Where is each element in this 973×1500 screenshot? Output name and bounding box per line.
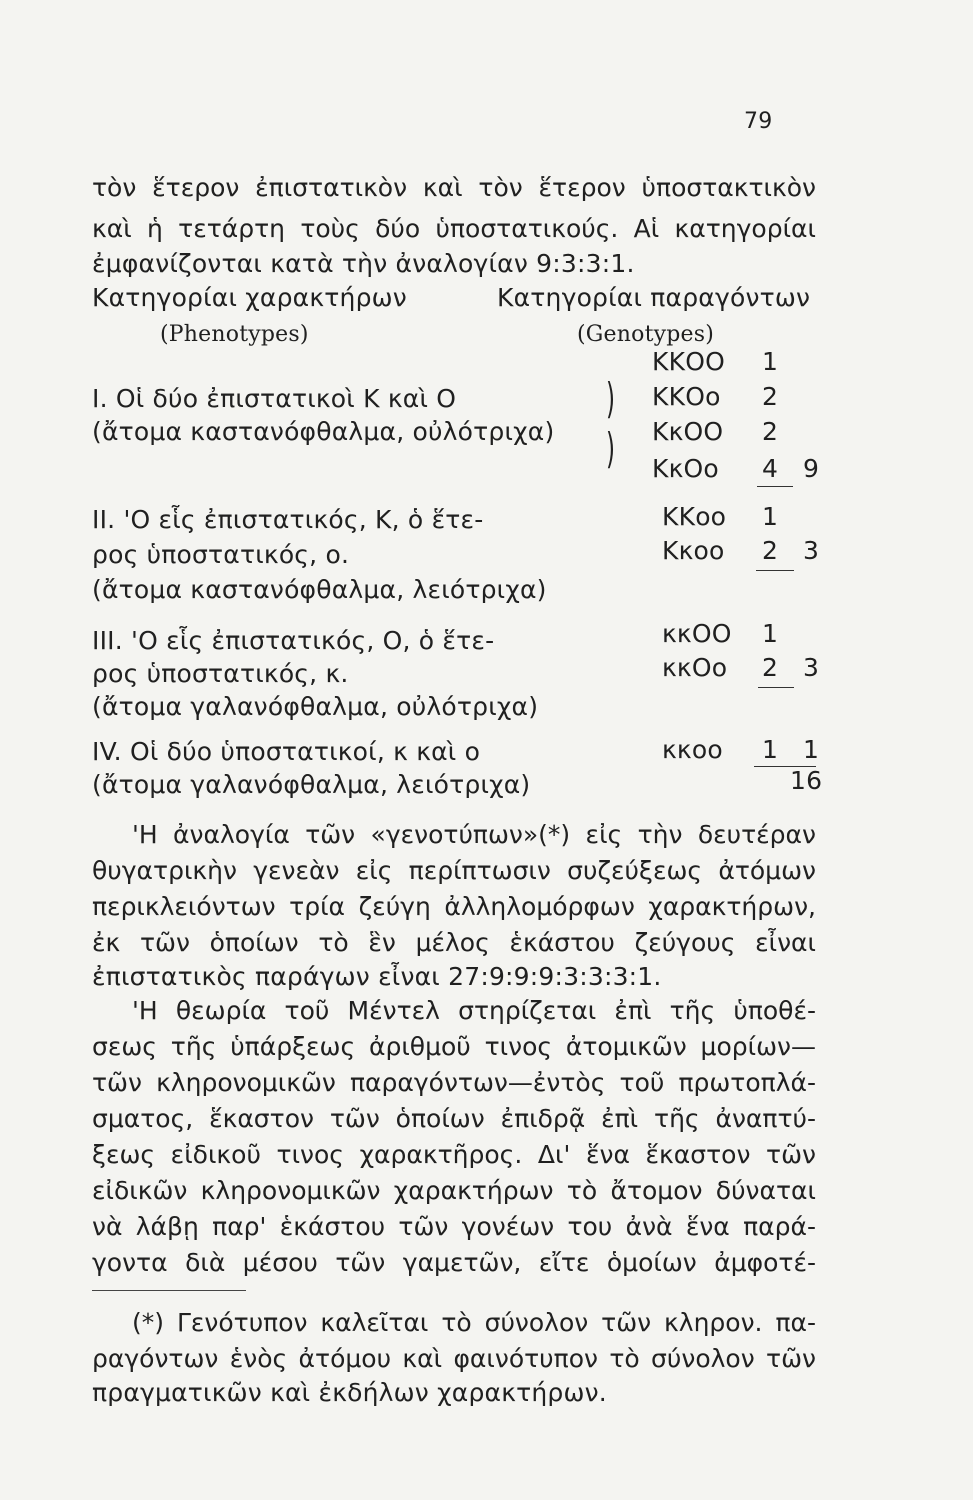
phenotype-desc: ΙV. Οἱ δύο ὑποστατικοί, κ καὶ ο [92, 737, 481, 766]
paragraph-line: τῶν κληρονομικῶν παραγόντων—ἐντὸς τοῦ πρωτοπλά- [92, 1068, 816, 1097]
group-total: 9 [803, 454, 820, 483]
phenotype-desc: Ι. Οἱ δύο ἐπιστατικοὶ Κ καὶ Ο [92, 384, 457, 413]
header-phenotypes: Κατηγορίαι χαρακτήρων [92, 283, 407, 312]
subheader-phenotypes: (Phenotypes) [160, 322, 309, 347]
paragraph-line: εἰδικῶν κληρονομικῶν χαρακτήρων τὸ ἄτομον δύναται [92, 1176, 816, 1205]
genotype-count: 2 [762, 417, 779, 446]
phenotype-desc: ρος ὑποστατικός, ο. [92, 540, 350, 569]
paragraph-line: γοντα διὰ μέσου τῶν γαμετῶν, εἴτε ὁμοίων ἀμφοτέ- [92, 1248, 816, 1277]
paragraph-line: ἐκ τῶν ὁποίων τὸ ἓν μέλος ἑκάστου ζεύγους εἶναι [92, 928, 816, 957]
paragraph-line: περικλειόντων τρία ζεύγη ἀλληλομόρφων χαρακτήρων, [92, 892, 816, 921]
paragraph-line: νὰ λάβῃ παρ' ἑκάστου τῶν γονέων του ἀνὰ ἕνα παρά- [92, 1212, 816, 1241]
genotype-count: 1 [762, 735, 779, 764]
genotype-code: κκΟΟ [662, 619, 732, 648]
phenotype-desc: (ἄτομα καστανόφθαλμα, λειότριχα) [92, 575, 547, 604]
group-total: 1 [803, 735, 820, 764]
genotype-code: ΚΚοο [662, 502, 727, 531]
phenotype-desc: (ἄτομα γαλανόφθαλμα, οὐλότριχα) [92, 692, 539, 721]
footnote-line: πραγματικῶν καὶ ἐκδήλων χαρακτήρων. [92, 1378, 607, 1407]
footnote-line: ραγόντων ἑνὸς ἀτόμου καὶ φαινότυπον τὸ σύνολον τῶν [92, 1344, 816, 1373]
sum-rule [757, 486, 793, 487]
phenotype-desc: (ἄτομα γαλανόφθαλμα, λειότριχα) [92, 770, 531, 799]
genotype-code: ΚΚΟΟ [652, 347, 725, 376]
paragraph-line: 'Η ἀναλογία τῶν «γενοτύπων»(*) εἰς τὴν δευτέραν [132, 820, 816, 849]
genotype-code: κκΟο [662, 653, 728, 682]
phenotype-desc: ΙΙ. 'Ο εἷς ἐπιστατικός, Κ, ὁ ἕτε- [92, 505, 484, 534]
paragraph-line: θυγατρικὴν γενεὰν εἰς περίπτωσιν συζεύξεως ἀτόμων [92, 856, 816, 885]
group-total: 3 [803, 653, 820, 682]
brace-icon: ) [606, 424, 616, 473]
grand-total: 16 [790, 766, 823, 795]
phenotype-desc: (ἄτομα καστανόφθαλμα, οὐλότριχα) [92, 417, 555, 446]
genotype-count: 1 [762, 502, 779, 531]
brace-icon: ) [606, 374, 616, 423]
intro-line: τὸν ἕτερον ἐπιστατικὸν καὶ τὸν ἕτερον ὑποστακτικὸν [92, 173, 816, 202]
genotype-code: ΚκΟΟ [652, 417, 724, 446]
genotype-count: 1 [762, 347, 779, 376]
paragraph-line: ἐπιστατικὸς παράγων εἶναι 27:9:9:9:3:3:3:1. [92, 962, 662, 991]
genotype-count: 4 [762, 454, 779, 483]
genotype-code: Κκοο [662, 536, 725, 565]
phenotype-desc: ρος ὑποστατικός, κ. [92, 659, 349, 688]
genotype-code: ΚκΟο [652, 454, 719, 483]
intro-line: καὶ ἡ τετάρτη τοὺς δύο ὑποστατικούς. Αἱ κατηγορίαι [92, 214, 816, 243]
genotype-count: 2 [762, 536, 779, 565]
paragraph-line: σματος, ἕκαστον τῶν ὁποίων ἐπιδρᾷ ἐπὶ τῆς ἀναπτύ- [92, 1104, 816, 1133]
genotype-count: 1 [762, 619, 779, 648]
paragraph-line: ξεως εἰδικοῦ τινος χαρακτῆρος. Δι' ἕνα ἕκαστον τῶν [92, 1140, 816, 1169]
paragraph-line: σεως τῆς ὑπάρξεως ἀριθμοῦ τινος ἀτομικῶν μορίων— [92, 1032, 816, 1061]
phenotype-desc: ΙΙΙ. 'Ο εἷς ἐπιστατικός, Ο, ὁ ἕτε- [92, 626, 495, 655]
group-total: 3 [803, 536, 820, 565]
sum-rule [758, 687, 794, 688]
page-number: 79 [744, 109, 773, 134]
header-genotypes: Κατηγορίαι παραγόντων [497, 283, 811, 312]
footnote-rule [92, 1290, 246, 1291]
genotype-count: 2 [762, 382, 779, 411]
genotype-code: κκοο [662, 735, 723, 764]
genotype-code: ΚΚΟο [652, 382, 721, 411]
intro-line: ἐμφανίζονται κατὰ τὴν ἀναλογίαν 9:3:3:1. [92, 249, 635, 278]
subheader-genotypes: (Genotypes) [577, 322, 715, 347]
sum-rule [756, 570, 794, 571]
paragraph-line: 'Η θεωρία τοῦ Μέντελ στηρίζεται ἐπὶ τῆς ὑποθέ- [132, 996, 816, 1025]
footnote-line: (*) Γενότυπον καλεῖται τὸ σύνολον τῶν κληρον. πα- [132, 1308, 816, 1337]
genotype-count: 2 [762, 653, 779, 682]
